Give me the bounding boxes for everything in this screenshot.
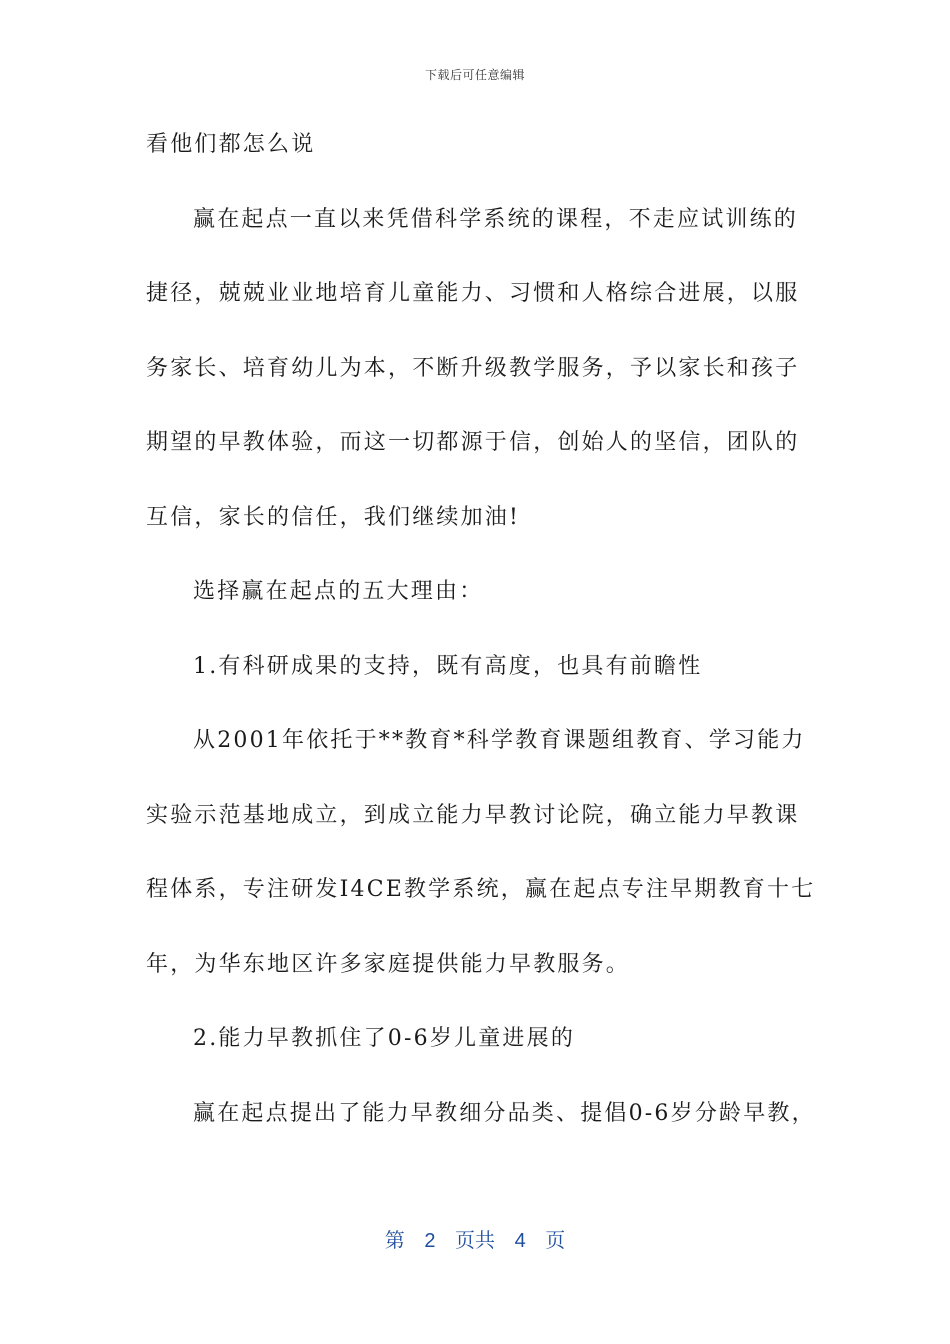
footer-total-pages: 4 bbox=[514, 1230, 526, 1252]
footer-suffix: 页 bbox=[545, 1230, 566, 1252]
paragraph-line: 1.有科研成果的支持，既有高度，也具有前瞻性 bbox=[193, 653, 703, 679]
paragraph-line: 赢在起点提出了能力早教细分品类、提倡0-6岁分龄早教， bbox=[193, 1100, 816, 1126]
footer-current-page: 2 bbox=[424, 1230, 436, 1252]
paragraph-line: 从2001年依托于**教育*科学教育课题组教育、学习能力 bbox=[193, 728, 806, 753]
body-text bbox=[146, 124, 816, 1167]
paragraph-line: 实验示范基地成立，到成立能力早教讨论院，确立能力早教课 bbox=[146, 802, 800, 828]
paragraph-line: 赢在起点一直以来凭借科学系统的课程，不走应试训练的 bbox=[193, 206, 799, 232]
paragraph-line: 互信，家长的信任，我们继续加油! bbox=[146, 504, 521, 530]
paragraph-line: 选择赢在起点的五大理由： bbox=[193, 579, 484, 604]
paragraph-line: 看他们都怎么说 bbox=[146, 132, 316, 157]
paragraph-line: 捷径，兢兢业业地培育儿童能力、习惯和人格综合进展，以服 bbox=[146, 281, 800, 306]
paragraph-line: 程体系，专注研发I4CE教学系统，赢在起点专注早期教育十七 bbox=[146, 877, 816, 902]
page-footer bbox=[0, 1224, 950, 1253]
paragraph-line: 务家长、培育幼儿为本，不断升级教学服务，予以家长和孩子 bbox=[146, 355, 800, 381]
paragraph-line: 2.能力早教抓住了0-6岁儿童进展的 bbox=[193, 1026, 576, 1051]
footer-middle: 页共 bbox=[455, 1230, 495, 1252]
footer-prefix: 第 bbox=[384, 1230, 405, 1252]
header-note: 下载后可任意编辑 bbox=[424, 68, 525, 82]
paragraph-line: 年，为华东地区许多家庭提供能力早教服务。 bbox=[146, 951, 631, 977]
paragraph-line: 期望的早教体验，而这一切都源于信，创始人的坚信，团队的 bbox=[146, 430, 800, 455]
